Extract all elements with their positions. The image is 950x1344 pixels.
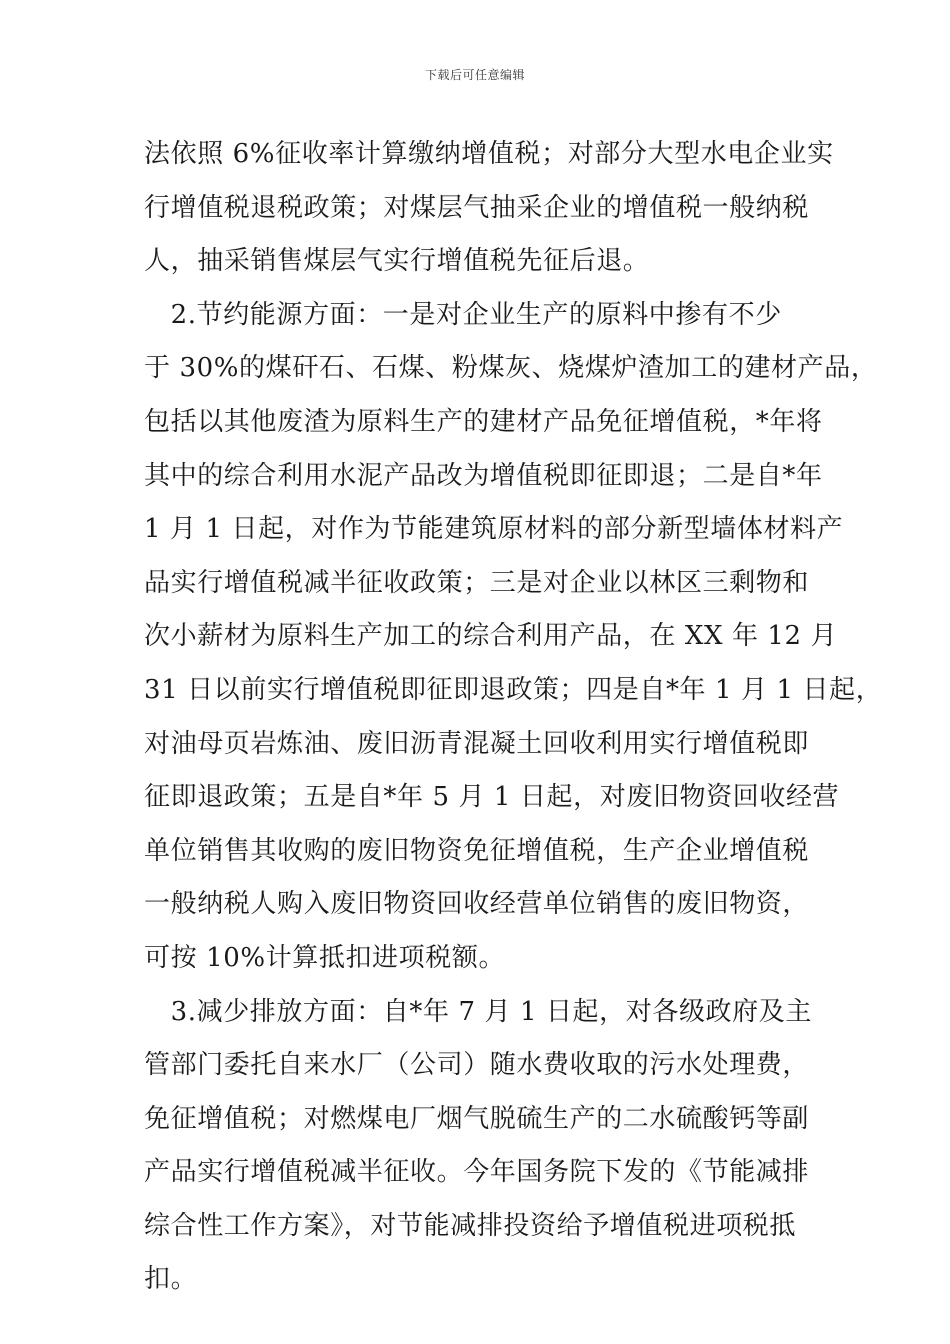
text-line: 其中的综合利用水泥产品改为增值税即征即退；二是自*年 (144, 460, 823, 491)
text-line: 扣。 (144, 1264, 198, 1295)
text-line: 人，抽采销售煤层气实行增值税先征后退。 (144, 246, 650, 277)
text-line: 1 月 1 日起，对作为节能建筑原材料的部分新型墙体材料产 (144, 514, 844, 545)
text-line: 征即退政策；五是自*年 5 月 1 日起，对废旧物资回收经营 (144, 782, 840, 813)
text-line: 品实行增值税减半征收政策；三是对企业以林区三剩物和 (144, 567, 810, 598)
text-line: 可按 10%计算抵扣进项税额。 (144, 942, 506, 973)
text-line: 行增值税退税政策；对煤层气抽采企业的增值税一般纳税 (144, 192, 810, 223)
text-line: 一般纳税人购入废旧物资回收经营单位销售的废旧物资， (144, 889, 810, 920)
text-line: 法依照 6%征收率计算缴纳增值税；对部分大型水电企业实 (144, 139, 834, 169)
text-line: 管部门委托自来水厂（公司）随水费收取的污水处理费， (144, 1050, 810, 1081)
text-line: 3.减少排放方面：自*年 7 月 1 日起，对各级政府及主 (144, 996, 812, 1027)
text-line: 对油母页岩炼油、废旧沥青混凝土回收利用实行增值税即 (144, 728, 810, 759)
text-line: 综合性工作方案》，对节能减排投资给予增值税进项税抵 (144, 1210, 797, 1241)
text-line: 于 30%的煤矸石、石煤、粉煤灰、烧煤炉渣加工的建材产品， (144, 353, 878, 384)
text-line: 单位销售其收购的废旧物资免征增值税，生产企业增值税 (144, 835, 810, 866)
text-line: 次小薪材为原料生产加工的综合利用产品，在 XX 年 12 月 (144, 621, 838, 652)
text-line: 产品实行增值税减半征收。今年国务院下发的《节能减排 (144, 1157, 810, 1188)
text-line: 免征增值税；对燃煤电厂烟气脱硫生产的二水硫酸钙等副 (144, 1103, 810, 1134)
text-line: 2.节约能源方面：一是对企业生产的原料中掺有不少 (144, 299, 782, 330)
text-line: 31 日以前实行增值税即征即退政策；四是自*年 1 月 1 日起， (144, 674, 883, 705)
page-header: 下载后可任意编辑 (424, 68, 525, 82)
document-body (144, 128, 883, 1307)
text-line: 包括以其他废渣为原料生产的建材产品免征增值税，*年将 (144, 406, 823, 437)
